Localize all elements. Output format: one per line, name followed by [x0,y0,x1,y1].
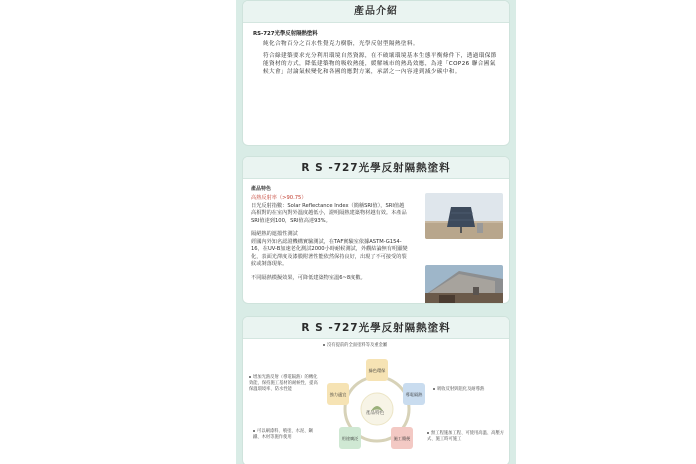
intro-paragraph-1: 純化合物百分之百水性覺克力樹脂，光學反射型隔熱塗料。 [263,41,419,47]
features-title: R S -727光學反射隔熱塗料 [243,157,509,179]
features-subtitle: 產品特色 [251,186,272,192]
left-note-2: 可以刷漆料、噴塗、水泥、鋼鐵、木材等施作使用 [253,429,313,440]
node-green-environment: 綠色環保 [366,359,388,381]
features-card [242,156,510,304]
roof-building-photo [425,265,503,304]
bullet-icon [427,432,429,434]
bullet-icon [253,430,255,432]
block3-text: 不同隔熱模擬效果，可降低建築物室溫6~8度數。 [251,274,366,281]
bullet-icon [433,388,435,390]
node-strong-fit: 強力適宜 [327,383,349,405]
block2-title: 隔絕熱的遮擋性測試 [251,231,298,237]
solar-panel-photo [425,193,503,239]
node-conductive-insulation: 導電隔熱 [403,383,425,405]
left-note-1: 增加光熱反射（導電隔熱）的轉化效能，保持施工基材的耐候性，提高保溫環境率、防水性能 [249,375,318,392]
diagram-title: R S -727光學反射隔熱塗料 [243,317,509,339]
block1-title: 高熱反射率（>90.75） [251,195,307,201]
diagram-card [242,316,510,464]
bullet-icon [323,344,325,346]
node-wide-usage: 用途廣泛 [339,427,361,449]
right-note-2: 無工程施加工程、可使用高溫、高壓方式、施工時可施工 [427,431,505,442]
block2-text: 經國內外知名認證機構實驗測試，在TAF實驗室依據ASTM-G154-16，在UV-B加速老化測試2000小時耐候測試，外觀結論無有明顯變化，表面光澤度及漆膜附著性能依然保持良好，出現了不可接受的裂紋或剝落現象。 [251,238,408,267]
intro-card [242,0,510,146]
product-model: RS-727光學反射隔熱塗料 [253,31,318,37]
intro-paragraph-2: 符合綠建築要求充分利用環境自然資源，在不破壞環境基本生態平衡條件下，透過環保節能資材的方式，降低建築物的吸收熱能，緩解城市的熱島效應，為達「COP26 聯合國氣候大會」討論氣候變化和各國的應對方案，承諾之一內容達到減少碳中和。 [263,53,497,75]
diagram-center-label: 產品特色 [365,411,385,416]
block1-text: 日光反射指數：Solar Reflectance Index（簡稱SRI值），SRI值越高相對的在室內對外溫度越低小，證明隔熱建築物材越有效。本產品SRI值達到100，SRI值高達93%。 [251,202,407,224]
bullet-icon [249,376,251,378]
diagram-top-note: 沒有提前的全面塗料等及重金屬 [323,343,443,349]
right-note-1: 吸收反射與阻化及耐導熱 [433,387,505,393]
intro-title: 產品介紹 [243,1,509,23]
node-easy-construction: 施工簡便 [391,427,413,449]
page-column [236,0,516,464]
